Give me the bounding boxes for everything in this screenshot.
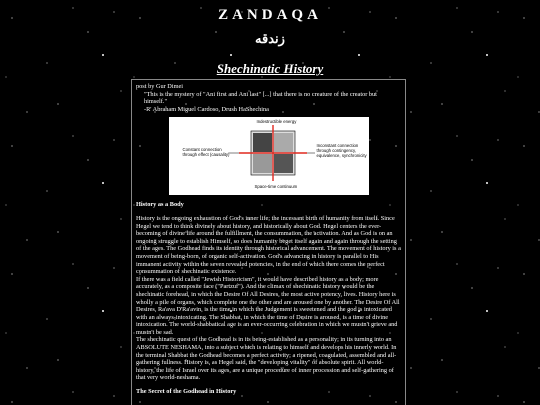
diagram-label-right-3: equivalence, synchronicity (316, 153, 367, 159)
section-heading-history-as-a-body: History as a Body (136, 201, 184, 209)
diagram-label-left-2: through effect (causality) (182, 152, 230, 158)
diagram-label-bottom: Space-time continuum (254, 184, 298, 190)
diagram-label-right-1: Inconstant connection (316, 143, 359, 149)
page-header (0, 0, 540, 78)
epigraph-quote: "This is the mystery of "Ani first and Ani last" [...] that there is no creature of the creator but himself." (144, 90, 377, 106)
diagram-quadrant-top-right (274, 133, 293, 152)
paragraph: The shechinatic quest of the Godhead is in its being-established as a personality; in its turning into an ABSOLUTE NESHAMA, into a subject which is relating to himself and develops his innerly world. In the terminal Shabbat the Godhead becomes a perfect activity; a ripened, coagulated, assembled and all-gathering fullness. History is, as Hegel said, the "developing vitality" of absolute spirit. All world-history, the life of Israel over its ages, are a unique procedure of inner procession and self-gathering of that very world-neshama. (136, 336, 397, 382)
section-heading-secret-of-the-godhead: The Secret of the Godhead in History (136, 388, 237, 396)
diagram-quadrant-top-left (253, 133, 272, 152)
byline: post by Gur Dimei (136, 83, 184, 90)
site-title[interactable]: ZANDAQA (218, 7, 322, 23)
diagram-label-left-1: Constant connection (182, 147, 222, 153)
paragraph: If there was a field called "Jewish Historicism", it would have described history as a body; more accurately, as a composite face ("Partzuf"). And the climax of shechinatic history would be the shechinatic forehead, in which the Desire Of All Desires, the most active potency, lives. History here is wholly a pile of organs, which complete one the other and are aroused one by another. The Desire Of All Desires, Ra'ava D'Ra'avin, is the time in which the Judgement is sweetened and the god is intoxicated with an always-intoxicating. The Shabbat, in which the time of Desire is aroused, is a time of divine intoxication. The world-shabbatical age is an ever-occurring celebration in which we mustn't grieve and mustn't be sad. (136, 275, 400, 336)
diagram-quadrant-bottom-left (253, 154, 272, 173)
epigraph-attribution: -R' Abraham Miguel Cardoso, Drush HaShechina (144, 105, 269, 113)
diagram-label-right-2: through contingency, (316, 148, 357, 154)
diagram-quadrant-bottom-right (274, 154, 293, 173)
article-content (131, 79, 406, 405)
energy-diagram-figure (169, 117, 369, 195)
site-subtitle: زندقه (255, 31, 285, 46)
paragraph: History is the ongoing exhaustion of God's inner life; the incessant birth of humanity from itself. Since Hegel we tend to think divinely about history, and historically about God. Hegel centers the ever-becoming of divine life around the fulfillment, the consummation, the activation. And as God is on an ongoing struggle to establish Himself, so does humanity beget itself again and again through the setting of the ages. The Godhead finds its identity through historical advancement. The movement of history is a movement of being-born, of organic self-activation. God's advancing in history is parallel to His immanent activity within the seven revealed potencies, in the end of which there comes the perfect consummation of shechinatic existence. (136, 214, 401, 276)
page-title[interactable]: Shechinatic History (216, 61, 324, 76)
diagram-label-top: Indestructible energy (256, 119, 297, 125)
